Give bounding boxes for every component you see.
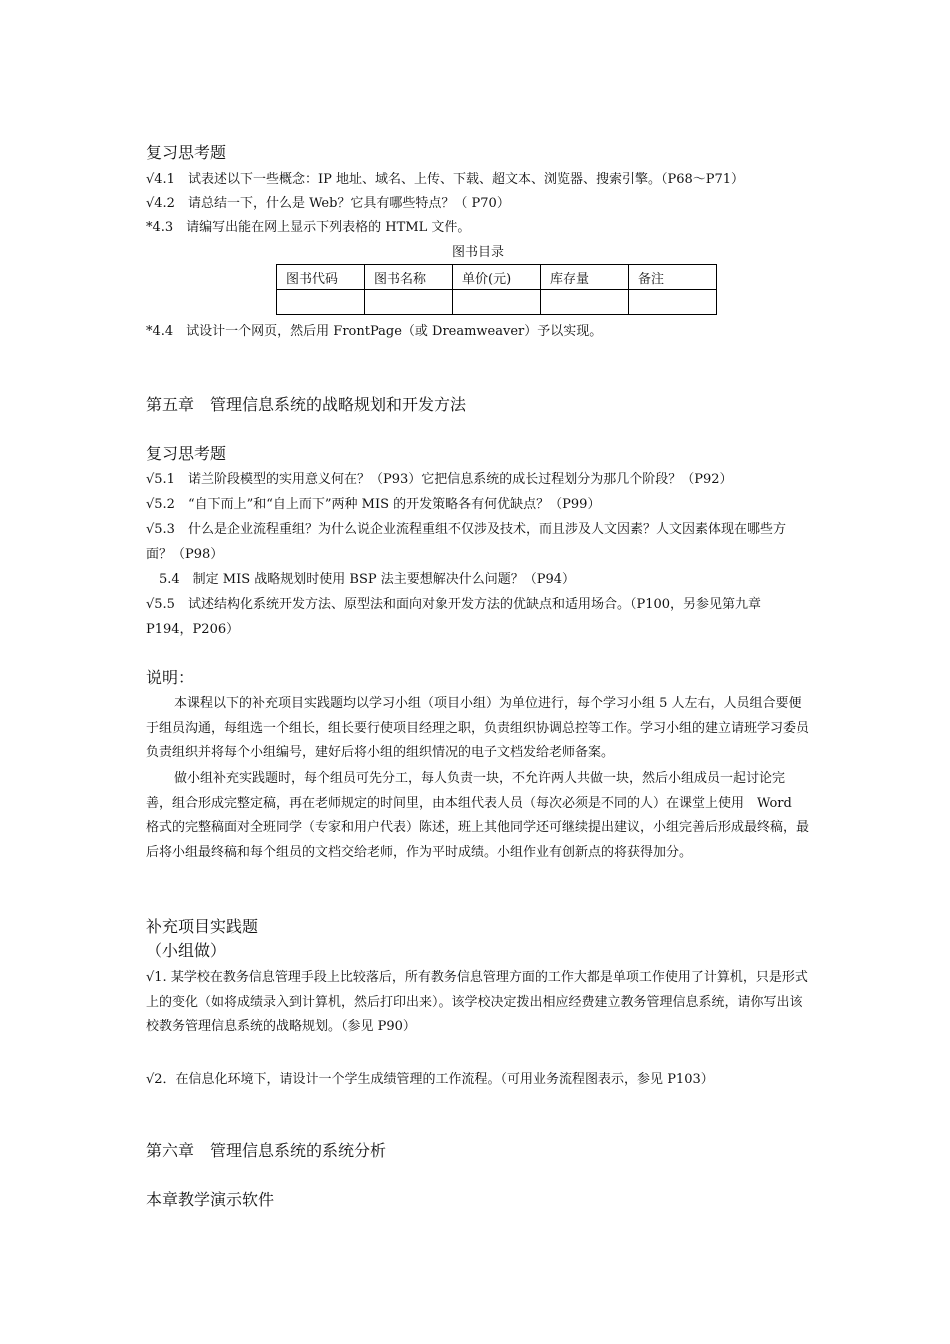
demo-software-heading: 本章教学演示软件 [146,1190,275,1209]
question-5-3: √5.3 什么是企业流程重组？为什么说企业流程重组不仅涉及技术，而且涉及人文因素？人文因素体现在哪些方面？（P98） [146,522,786,562]
table-caption: 图书目录 [451,245,504,260]
table-row [277,290,717,315]
question-4-2: √4.2 请总结一下，什么是 Web？它具有哪些特点？（ P70） [146,196,510,211]
table-header-cell: 图书名称 [365,265,453,290]
note-paragraph-2: 做小组补充实践题时，每个组员可先分工，每人负责一块，不允许两人共做一块，然后小组成员一起讨论完善，组合形成完整定稿，再在老师规定的时间里，由本组代表人员（每次必须是不同的人）在课堂上使用 Word 格式的完整稿面对全班同学（专家和用户代表）陈述，班上其他同学还可继续提出建议，小组完善后形成最终稿，最后将小组最终稿和每个组员的文档交给老师，作为平时成绩。小组作业有创新点的将获得加分。 [146,771,810,860]
review-heading-ch5: 复习思考题 [146,444,227,463]
question-5-5: √5.5 试述结构化系统开发方法、原型法和面向对象开发方法的优缺点和适用场合。（P100，另参见第九章 P194，P206） [146,597,762,637]
chapter-6-title: 第六章 管理信息系统的系统分析 [146,1141,387,1160]
table-cell [629,290,717,315]
note-heading: 说明： [146,668,195,687]
question-5-1: √5.1 诺兰阶段模型的实用意义何在？（P93）它把信息系统的成长过程划分为那几个阶段？（P92） [146,472,733,487]
supplementary-item-2: √2．在信息化环境下，请设计一个学生成绩管理的工作流程。（可用业务流程图表示，参见 P103） [146,1072,714,1087]
supplementary-subheading: （小组做） [146,941,227,960]
table-cell [277,290,365,315]
table-header-cell: 单价(元) [453,265,541,290]
book-catalog-table [276,264,717,315]
table-header-row [277,265,717,290]
question-4-3: *4.3 请编写出能在网上显示下列表格的 HTML 文件。 [146,220,471,235]
review-heading-ch4: 复习思考题 [146,143,227,162]
table-cell [541,290,629,315]
question-5-2: √5.2 “自下而上”和“自上而下”两种 MIS 的开发策略各有何优缺点？（P99） [146,497,601,512]
question-4-1: √4.1 试表述以下一些概念：IP 地址、域名、上传、下载、超文本、浏览器、搜索引擎。（P68～P71） [146,172,745,187]
table-header-cell: 备注 [629,265,717,290]
table-cell [365,290,453,315]
note-paragraph-1: 本课程以下的补充项目实践题均以学习小组（项目小组）为单位进行，每个学习小组 5 人左右，人员组合要便于组员沟通，每组选一个组长，组长要行使项目经理之职，负责组织协调总控等工作。学习小组的建立请班学习委员负责组织并将每个小组编号，建好后将小组的组织情况的电子文档发给老师备案。 [146,696,810,760]
table-header-cell: 库存量 [541,265,629,290]
supplementary-heading: 补充项目实践题 [146,917,259,936]
table-header-cell: 图书代码 [277,265,365,290]
question-5-4: 5.4 制定 MIS 战略规划时使用 BSP 法主要想解决什么问题？（P94） [146,572,576,587]
supplementary-item-1: √1. 某学校在教务信息管理手段上比较落后，所有教务信息管理方面的工作大都是单项工作使用了计算机，只是形式上的变化（如将成绩录入到计算机，然后打印出来）。该学校决定拨出相应经费建立教务管理信息系统，请你写出该校教务管理信息系统的战略规划。（参见 P90） [146,970,808,1034]
table-cell [453,290,541,315]
question-4-4: *4.4 试设计一个网页，然后用 FrontPage（或 Dreamweaver）予以实现。 [146,324,603,339]
chapter-5-title: 第五章 管理信息系统的战略规划和开发方法 [146,395,467,414]
